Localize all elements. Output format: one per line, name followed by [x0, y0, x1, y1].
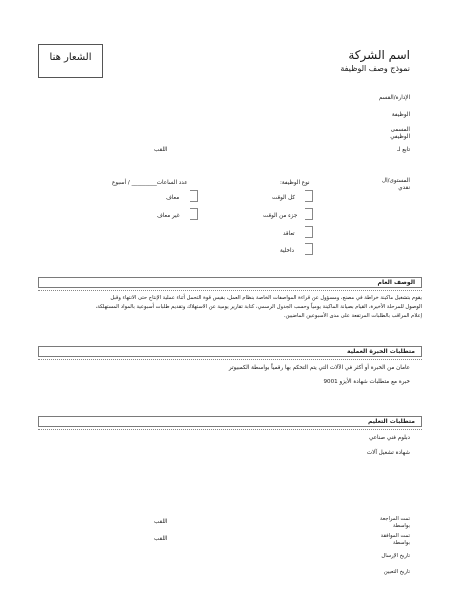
summary-line-2: الوصول للمرحلة الأخيرة، القيام بصيانة الماكينة يومياً وحسب الجدول الرسمي، كتابة تقارير يومية عن الاستهلاك وتقديم طلبات أسبوعية بالمواد المستهلكة،: [95, 304, 422, 310]
non-exempt-option: غير معاف: [157, 213, 180, 219]
full-time-checkbox[interactable]: [305, 190, 313, 202]
hire-date-label: تاريخ التعيين: [383, 569, 410, 575]
title-label-approved: اللقب: [154, 536, 168, 542]
job-type-part-time: جزء من الوقت: [263, 213, 298, 219]
job-title-label: المسمى الوظيفي: [390, 127, 410, 140]
education-item-2: شهادة تشغيل آلات: [366, 450, 410, 456]
summary-section-title: الوصف العام: [377, 279, 415, 286]
job-type-internship: داخلية: [280, 248, 295, 254]
education-item-1: دبلوم فني صناعي: [369, 435, 410, 441]
summary-section-header: [38, 277, 422, 288]
title-label-reviewed: اللقب: [154, 519, 168, 525]
logo-placeholder-text: الشعار هنا: [49, 52, 92, 63]
contract-checkbox[interactable]: [305, 226, 313, 238]
summary-line-1: يقوم بتشغيل ماكينة خراطة في مصنع، ومسؤول عن قراءة المواصفات الخاصة بنظام العمل، بقيس قوة التحمل أثناء عملية الإنتاج حتى الانتهاء وقبل: [110, 295, 422, 301]
sent-date-label: تاريخ الإرسال: [381, 553, 410, 559]
title-label-top: اللقب: [154, 147, 168, 153]
experience-section-title: متطلبات الخبرة العملية: [347, 348, 415, 355]
job-label: الوظيفة: [391, 112, 410, 118]
summary-line-3: إعلام المراقب بالطلبات المرتفعة على مدى الأسبوعين الماضيين.: [283, 313, 422, 319]
education-divider: [38, 429, 422, 430]
department-label: الإدارة/القسم: [378, 95, 410, 101]
experience-divider: [38, 359, 422, 360]
logo-placeholder: [38, 44, 103, 78]
level-label: المستوى/ال نقدي: [382, 178, 410, 191]
non-exempt-checkbox[interactable]: [190, 208, 198, 220]
exempt-checkbox[interactable]: [190, 190, 198, 202]
education-section-header: [38, 416, 422, 427]
job-type-contract: تعاقد: [283, 231, 295, 237]
summary-divider: [38, 290, 422, 291]
education-section-title: متطلبات التعليم: [367, 418, 415, 425]
exempt-option: معاف: [166, 195, 180, 201]
company-name: اسم الشركة: [348, 48, 410, 62]
experience-item-1: عامان من الخبرة أو أكثر في الآلات التي يتم التحكم بها رقمياً بواسطة الكمبيوتر: [228, 365, 410, 371]
part-time-checkbox[interactable]: [305, 208, 313, 220]
report-to-label: تابع لـ: [397, 147, 410, 153]
job-type-label: نوع الوظيفة:: [280, 180, 310, 186]
job-type-full-time: كل الوقت: [272, 195, 295, 201]
experience-item-2: خبرة مع متطلبات شهادة الأيزو 9001: [323, 379, 410, 385]
hours-label: عدد الساعات_________ / أسبوع: [112, 180, 188, 186]
internship-checkbox[interactable]: [305, 243, 313, 255]
approved-by-label: تمت الموافقة بواسطة: [380, 533, 410, 546]
reviewed-by-label: تمت المراجعة بواسطة: [379, 516, 410, 529]
summary-text: [38, 294, 422, 321]
experience-section-header: [38, 346, 422, 357]
form-title: نموذج وصف الوظيفة: [340, 64, 410, 73]
